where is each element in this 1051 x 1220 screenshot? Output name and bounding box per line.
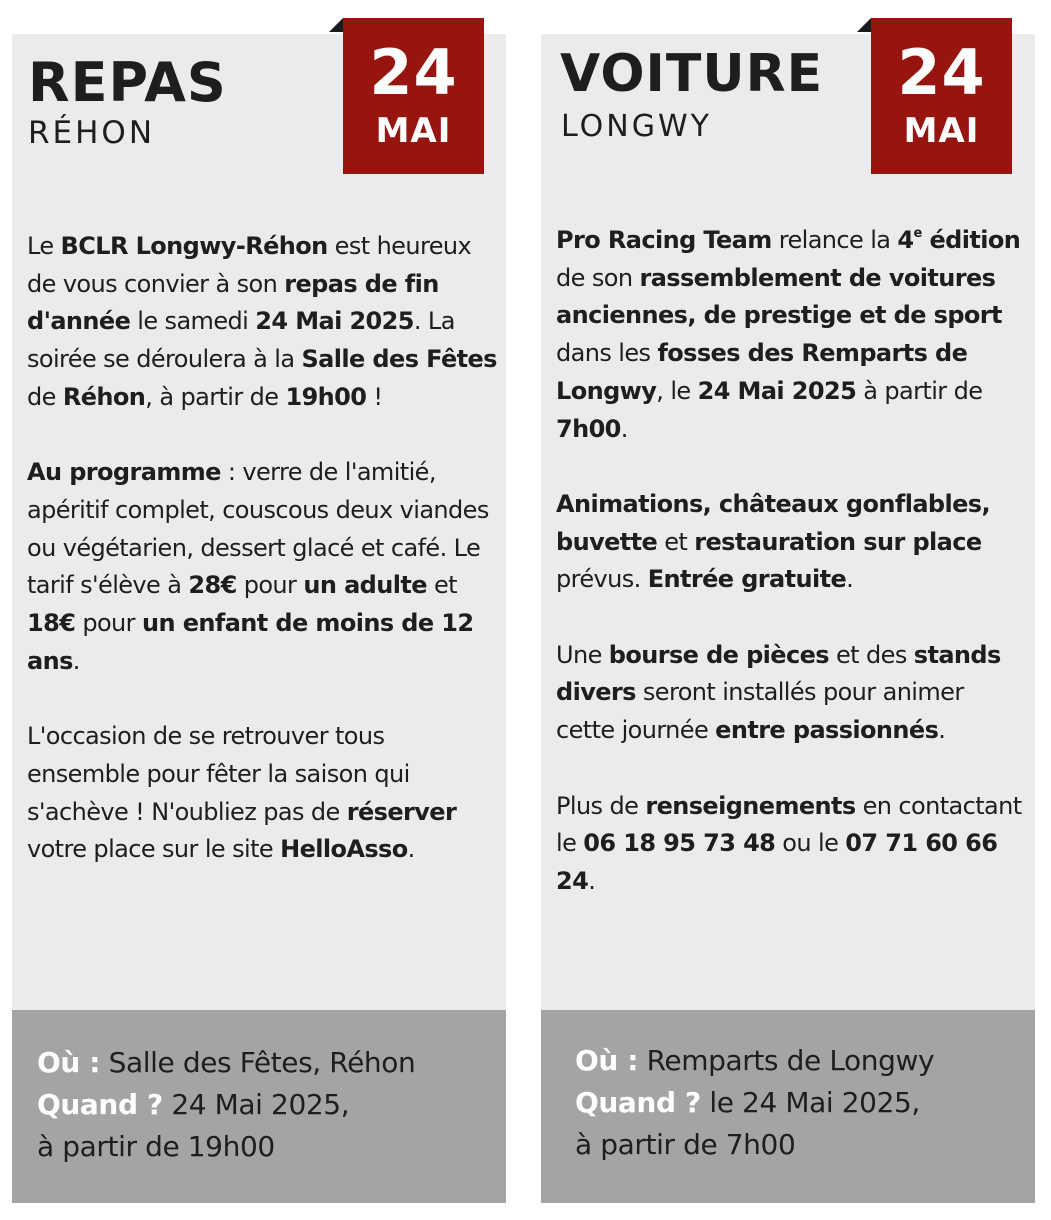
where-value: Salle des Fêtes, Réhon bbox=[108, 1046, 416, 1079]
when-label: Quand ? bbox=[37, 1088, 163, 1121]
when-value: 24 Mai 2025, bbox=[171, 1088, 350, 1121]
description-paragraph: L'occasion de se retrouver tous ensemble pour fêter la saison qui s'achève ! N'oubliez pas de réserver votre place sur le site HelloAsso. bbox=[27, 722, 457, 864]
event-card-voiture bbox=[541, 34, 1035, 1203]
where-value: Remparts de Longwy bbox=[646, 1044, 935, 1077]
badge-month: MAI bbox=[903, 111, 980, 151]
when-value: le 24 Mai 2025, bbox=[709, 1086, 920, 1119]
event-location: RÉHON bbox=[28, 115, 156, 151]
event-description bbox=[556, 222, 1026, 938]
event-title: VOITURE bbox=[560, 44, 824, 104]
description-paragraph: Le BCLR Longwy-Réhon est heureux de vous convier à son repas de fin d'année le samedi 24 Mai 2025. La soirée se déroulera à la Salle des Fêtes de Réhon, à partir de 19h00 ! bbox=[27, 232, 497, 411]
footer-info bbox=[37, 1042, 415, 1168]
description-paragraph: Animations, châteaux gonflables, buvette et restauration sur place prévus. Entrée gratuite. bbox=[556, 489, 990, 594]
where-label: Où : bbox=[37, 1046, 101, 1079]
badge-fold-corner bbox=[857, 18, 871, 32]
description-paragraph: Au programme : verre de l'amitié, apéritif complet, couscous deux viandes ou végétarien, dessert glacé et café. Le tarif s'élève à 28€ pour un adulte et 18€ pour un enfant de moins de 12 ans. bbox=[27, 458, 489, 675]
event-description bbox=[27, 228, 497, 907]
event-location: LONGWY bbox=[561, 109, 712, 144]
event-info-footer bbox=[541, 1010, 1035, 1203]
time-value: à partir de 7h00 bbox=[575, 1128, 796, 1161]
footer-info bbox=[575, 1040, 934, 1166]
time-value: à partir de 19h00 bbox=[37, 1130, 275, 1163]
when-label: Quand ? bbox=[575, 1086, 701, 1119]
description-paragraph: Plus de renseignements en contactant le 06 18 95 73 48 ou le 07 71 60 66 24. bbox=[556, 791, 1022, 895]
badge-day: 24 bbox=[369, 36, 458, 109]
description-paragraph: Une bourse de pièces et des stands divers seront installés pour animer cette journée entre passionnés. bbox=[556, 640, 1001, 745]
date-badge bbox=[343, 18, 484, 174]
badge-month: MAI bbox=[375, 111, 452, 151]
date-badge bbox=[871, 18, 1012, 174]
description-paragraph: Pro Racing Team relance la 4e édition de son rassemblement de voitures anciennes, de prestige et de sport dans les fosses des Remparts de Longwy, le 24 Mai 2025 à partir de 7h00. bbox=[556, 226, 1021, 443]
where-label: Où : bbox=[575, 1044, 639, 1077]
event-info-footer bbox=[12, 1010, 506, 1203]
badge-day: 24 bbox=[897, 36, 986, 109]
badge-fold-corner bbox=[329, 18, 343, 32]
event-card-repas bbox=[12, 34, 506, 1203]
event-title: REPAS bbox=[28, 51, 227, 114]
